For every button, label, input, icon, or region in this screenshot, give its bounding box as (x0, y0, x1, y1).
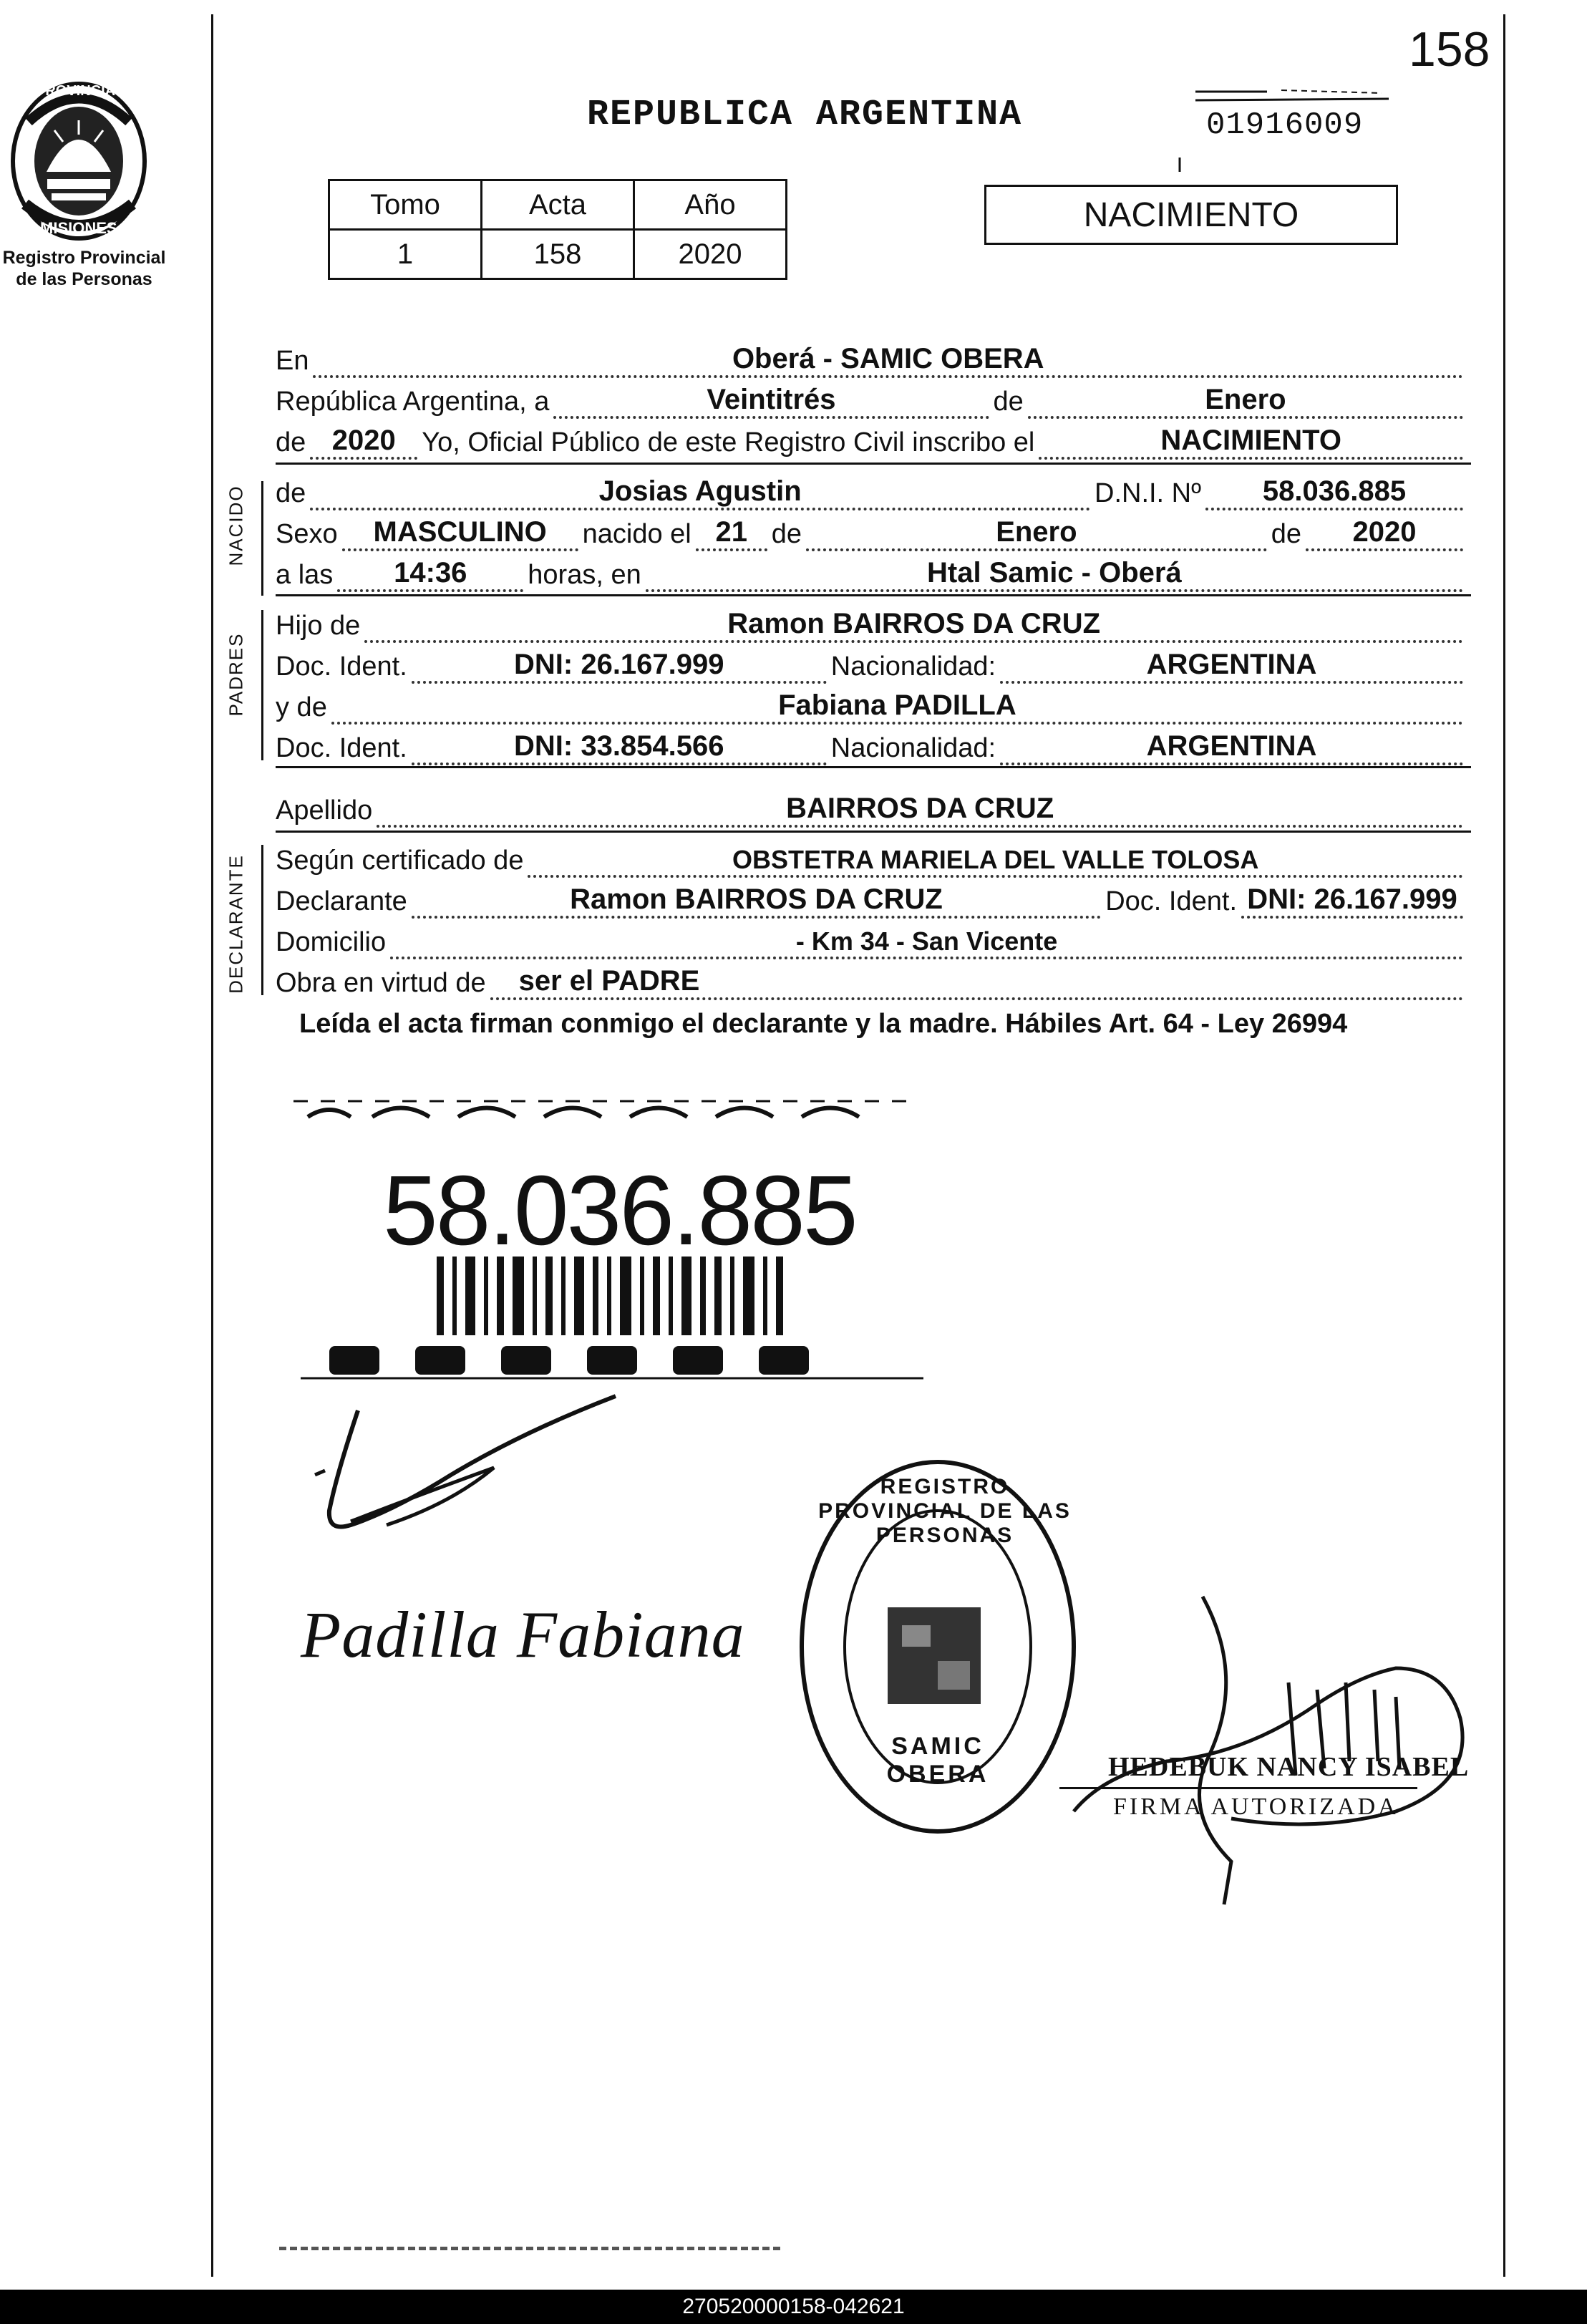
declarante-doc-value: DNI: 26.167.999 (1247, 883, 1457, 915)
father-doc-label: Doc. Ident. (276, 652, 407, 682)
footer-code: 270520000158-042621 (682, 2295, 905, 2318)
father-nationality-label: Nacionalidad: (830, 652, 996, 682)
year-value: 2020 (331, 425, 396, 456)
republic-label: República Argentina, a (276, 387, 550, 417)
logo-caption (0, 247, 168, 290)
logo-ring-text-bottom: MISIONES (40, 219, 117, 237)
place-value: Oberá - SAMIC OBERA (732, 343, 1044, 374)
registry-value-tomo: 1 (329, 230, 482, 279)
divider-nacido (276, 594, 1471, 596)
domicilio-label: Domicilio (276, 927, 387, 957)
hijo-de-label: Hijo de (276, 611, 361, 641)
mother-doc-value: DNI: 33.854.566 (514, 730, 724, 762)
declarante-bracket (261, 845, 263, 995)
registry-header-tomo: Tomo (329, 180, 482, 230)
official-name: HEDEBUK NANCY ISABEL (1108, 1752, 1470, 1782)
divider-padres (276, 766, 1471, 768)
dni-label: D.N.I. Nº (1095, 478, 1201, 508)
father-doc-value: DNI: 26.167.999 (514, 649, 724, 680)
birth-place-value: Htal Samic - Oberá (927, 557, 1182, 589)
mother-nationality-label: Nacionalidad: (830, 733, 996, 763)
serial-number: 01916009 (1206, 107, 1364, 143)
certificado-value: OBSTETRA MARIELA DEL VALLE TOLOSA (732, 845, 1259, 874)
closing-statement: Leída el acta firman conmigo el declarante y la madre. Hábiles Art. 64 - Ley 26994 (299, 1009, 1348, 1039)
seal-bottom-text: SAMIC OBERA (886, 1733, 989, 1788)
birth-day-value: 21 (715, 516, 747, 548)
nacido-el-label: nacido el (582, 519, 691, 549)
row-certificado (276, 836, 1467, 878)
row-hijo-de (276, 601, 1467, 643)
registry-value-ano: 2020 (634, 230, 787, 279)
mother-signature-text: Padilla Fabiana (301, 1598, 745, 1671)
declarante-name-value: Ramon BAIRROS DA CRUZ (570, 883, 943, 915)
day-words-value: Veintitrés (707, 384, 836, 415)
logo-caption-line1: Registro Provincial (2, 248, 166, 268)
domicilio-value: - Km 34 - San Vicente (795, 926, 1058, 956)
divider-intro (276, 463, 1471, 465)
sexo-value: MASCULINO (373, 516, 547, 548)
registry-logo (7, 79, 150, 243)
row-nacido-name (276, 469, 1467, 510)
father-name-value: Ramon BAIRROS DA CRUZ (727, 608, 1101, 639)
bottom-dashes (279, 2247, 780, 2255)
footer-bar (0, 2290, 1587, 2324)
registry-value-acta: 158 (482, 230, 634, 279)
signature-scribble-icon (308, 1389, 651, 1546)
nacido-bracket (261, 481, 263, 596)
padres-section-label: PADRES (225, 632, 247, 717)
row-apellido (276, 786, 1467, 828)
registry-header-ano: Año (634, 180, 787, 230)
row-father-doc (276, 642, 1467, 684)
row-obra (276, 959, 1467, 1000)
obra-label: Obra en virtud de (276, 968, 486, 998)
birth-month-value: Enero (996, 516, 1077, 548)
mother-name-value: Fabiana PADILLA (778, 689, 1016, 721)
nacido-de-label: de (276, 478, 306, 508)
registry-table (328, 179, 787, 280)
declarante-section-label: DECLARANTE (225, 854, 247, 994)
apellido-label: Apellido (276, 795, 373, 825)
logo-caption-line2: de las Personas (16, 269, 152, 289)
en-label: En (276, 346, 309, 376)
month-value: Enero (1205, 384, 1286, 415)
seal-ring-text: REGISTRO PROVINCIAL DE LAS PERSONAS (818, 1475, 1072, 1547)
de-label: de (993, 387, 1024, 417)
child-name-value: Josias Agustin (598, 475, 802, 507)
horas-label: horas, en (528, 560, 641, 590)
registry-header-acta: Acta (482, 180, 634, 230)
declarant-signature (308, 1389, 651, 1546)
a-las-label: a las (276, 560, 334, 590)
de2-label: de (276, 427, 306, 457)
row-republica (276, 377, 1467, 419)
row-en (276, 337, 1467, 378)
birth-time-value: 14:36 (394, 557, 467, 589)
child-dni-value: 58.036.885 (1262, 475, 1407, 507)
declarante-label: Declarante (276, 886, 407, 916)
row-y-de (276, 683, 1467, 725)
official-text: Yo, Oficial Público de este Registro Civil inscribo el (422, 427, 1035, 457)
nacido-de-label2: de (771, 519, 802, 549)
record-type-value: NACIMIENTO (1160, 425, 1341, 456)
birth-year-value: 2020 (1352, 516, 1417, 548)
certificado-label: Según certificado de (276, 846, 524, 876)
page-number: 158 (1409, 22, 1490, 77)
document-type-box (984, 185, 1398, 245)
row-nacido-sexo (276, 510, 1467, 551)
row-year-official (276, 418, 1467, 460)
sexo-label: Sexo (276, 519, 338, 549)
apellido-value: BAIRROS DA CRUZ (786, 793, 1054, 824)
nacido-de-label3: de (1271, 519, 1301, 549)
divider-apellido (276, 831, 1471, 833)
official-title: FIRMA AUTORIZADA (1113, 1793, 1399, 1820)
left-margin-line (211, 14, 213, 2277)
stamp-dni-number: 58.036.885 (383, 1156, 856, 1266)
row-domicilio (276, 918, 1467, 959)
mother-signature (301, 1597, 745, 1672)
y-de-label: y de (276, 692, 327, 722)
padres-bracket (261, 610, 263, 760)
row-declarante (276, 877, 1467, 919)
mother-nationality-value: ARGENTINA (1146, 730, 1317, 762)
document-type: NACIMIENTO (1083, 195, 1299, 234)
right-margin-line (1503, 14, 1505, 2277)
declarante-doc-label: Doc. Ident. (1105, 886, 1237, 916)
official-name-underline (1059, 1787, 1417, 1789)
row-mother-doc (276, 724, 1467, 765)
mother-doc-label: Doc. Ident. (276, 733, 407, 763)
father-nationality-value: ARGENTINA (1146, 649, 1317, 680)
obra-value: ser el PADRE (518, 965, 700, 997)
country-title: REPUBLICA ARGENTINA (587, 95, 1023, 135)
row-nacido-hora (276, 551, 1467, 592)
logo-ring-text-top: PROVINCIA DE (36, 83, 139, 99)
nacido-section-label: NACIDO (225, 485, 247, 566)
